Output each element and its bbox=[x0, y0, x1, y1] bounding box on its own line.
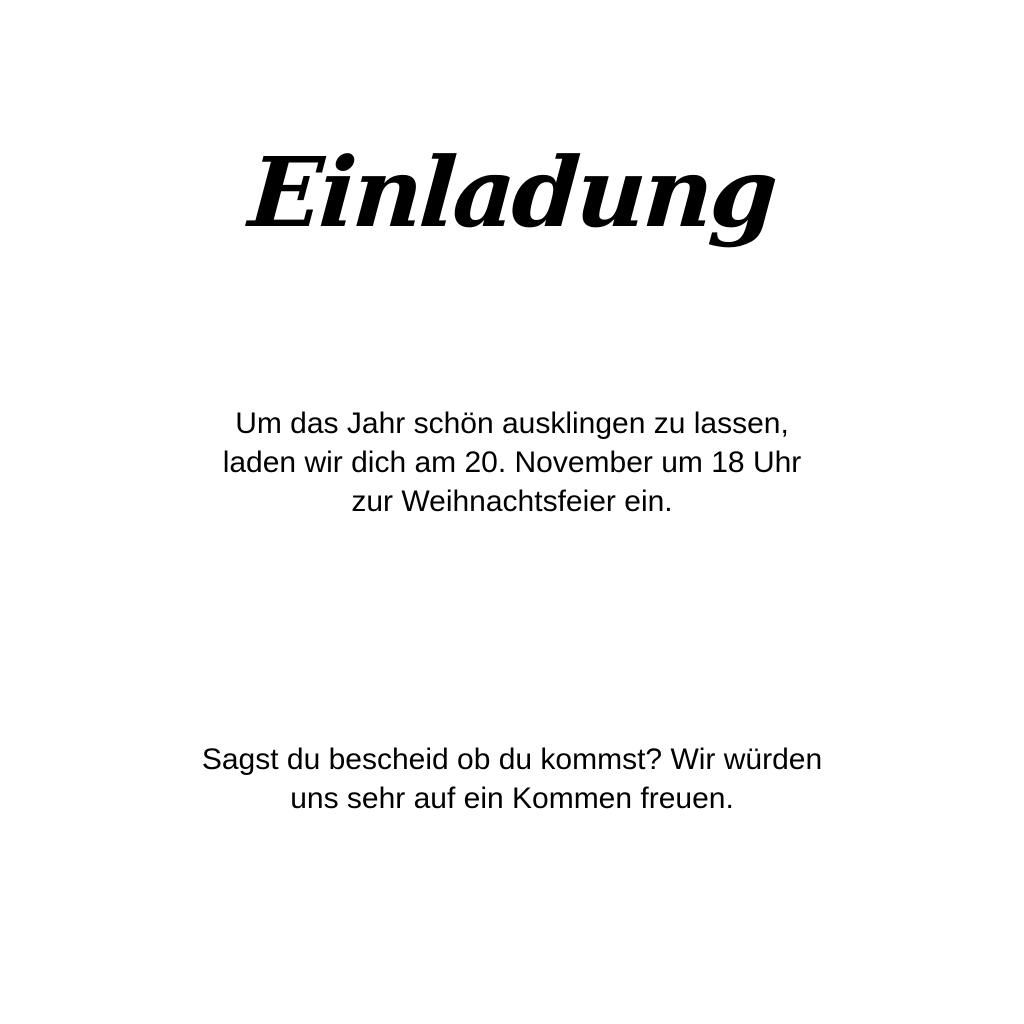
rsvp-line-1: Sagst du bescheid ob du kommst? Wir würden bbox=[201, 743, 823, 776]
body-line-2: laden wir dich am 20. November um 18 Uhr bbox=[222, 446, 802, 479]
body-line-3: zur Weihnachtsfeier ein. bbox=[351, 485, 673, 518]
invitation-title: Einladung bbox=[245, 136, 779, 249]
invitation-rsvp-paragraph bbox=[0, 740, 1024, 818]
invitation-body-paragraph bbox=[0, 404, 1024, 521]
body-line-1: Um das Jahr schön ausklingen zu lassen, bbox=[235, 407, 789, 440]
rsvp-line-2: uns sehr auf ein Kommen freuen. bbox=[290, 782, 734, 815]
